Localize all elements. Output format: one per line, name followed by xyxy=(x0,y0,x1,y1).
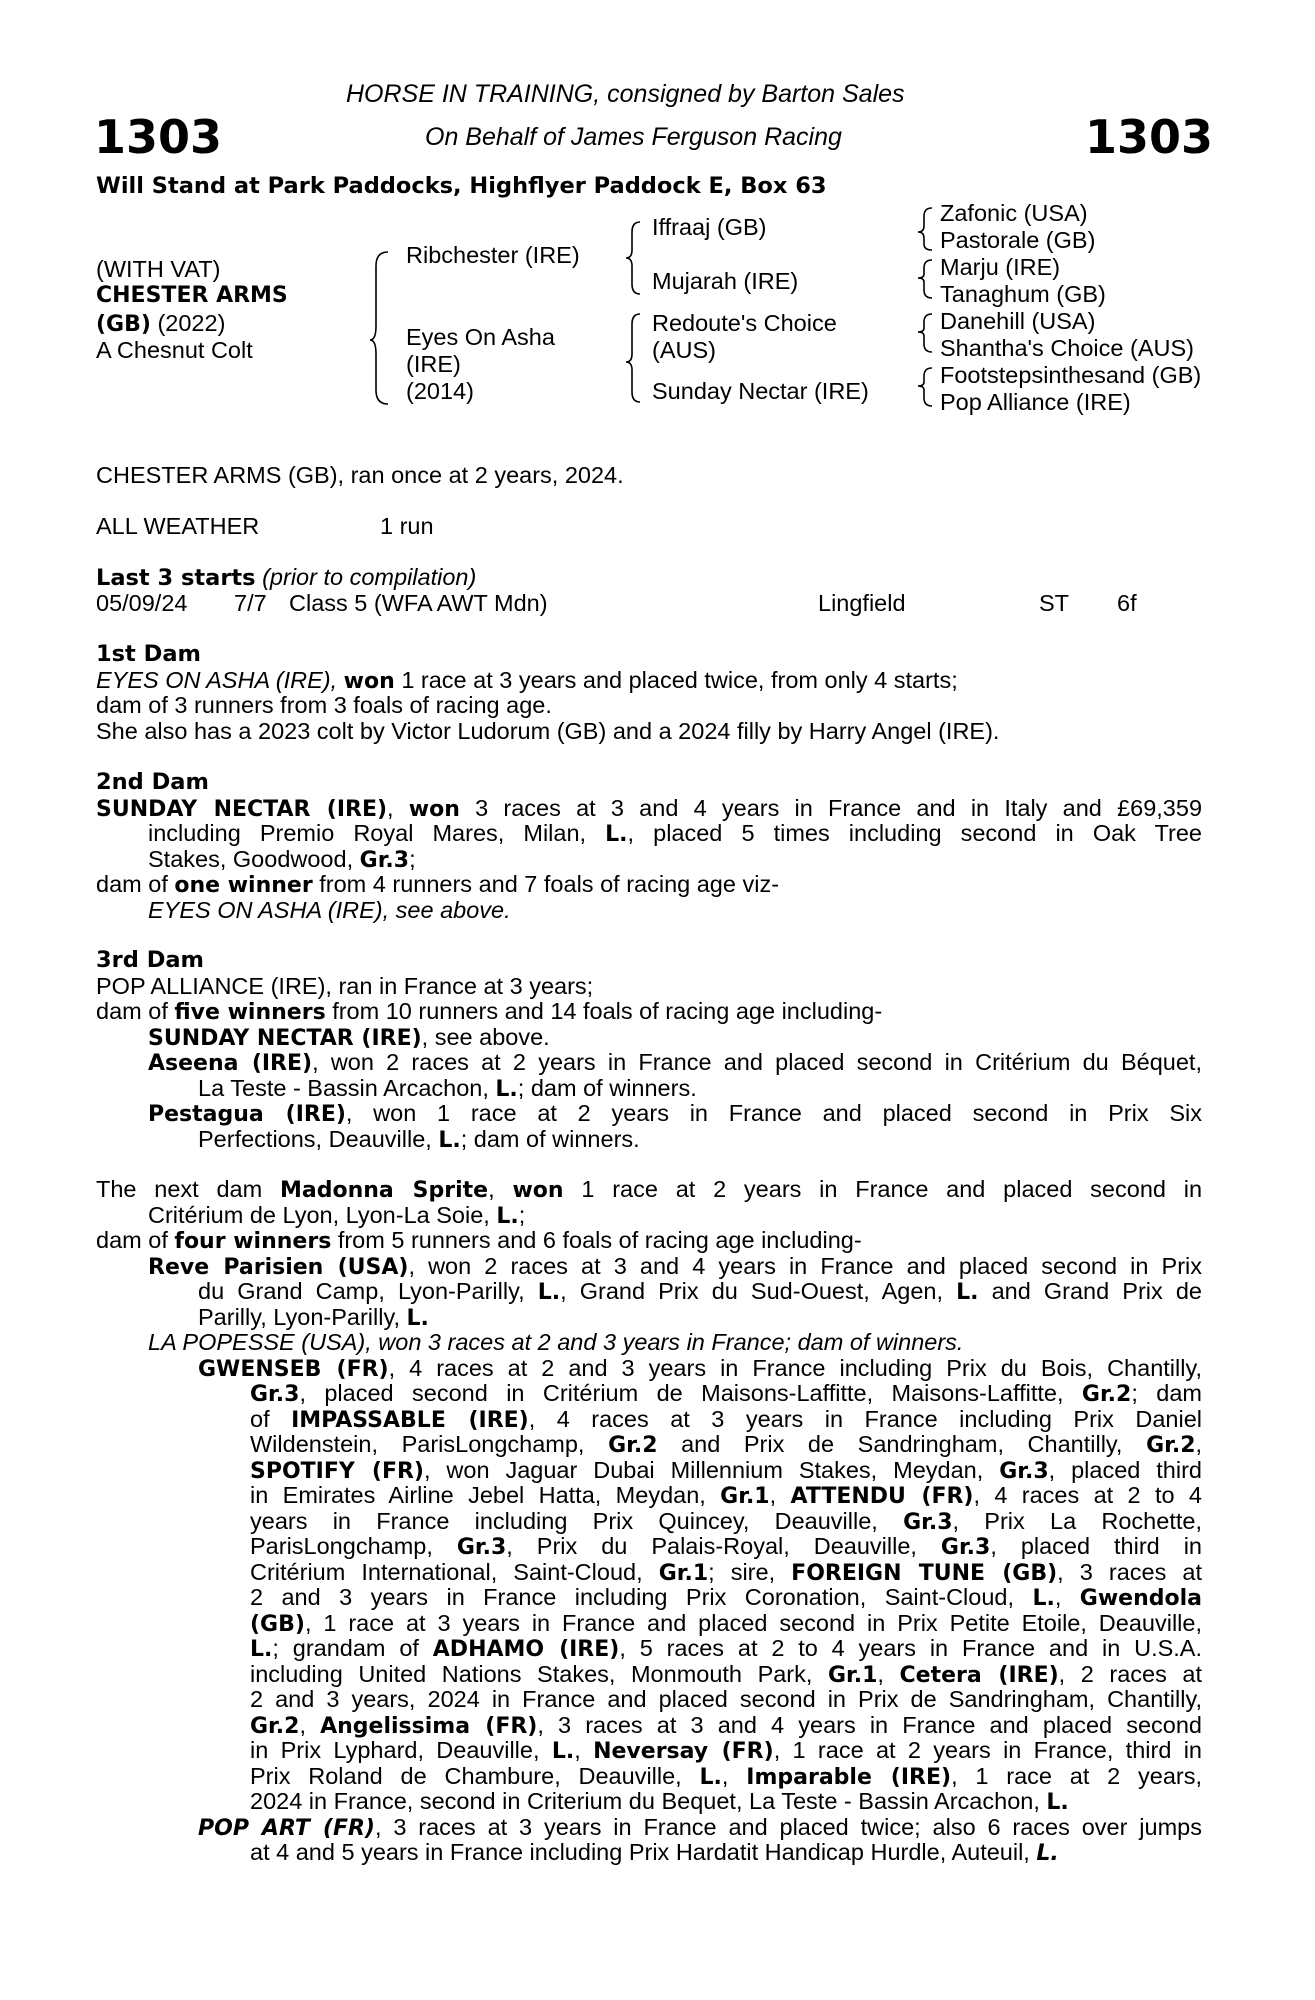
text: Angelissima (FR) xyxy=(320,1713,538,1739)
brace-gen1 xyxy=(370,252,388,404)
next-dam-line xyxy=(96,1789,1202,1815)
text: , xyxy=(1054,1584,1062,1610)
start-course: Lingfield xyxy=(818,590,906,616)
vat-note: (WITH VAT) xyxy=(96,256,221,282)
sire-dam-sire: Marju (IRE) xyxy=(940,254,1061,280)
text: Gwendola xyxy=(1079,1586,1202,1611)
text: ; dam of winners. xyxy=(517,1074,697,1101)
text: in Emirates Airline Jebel Hatta, Meydan, xyxy=(250,1482,706,1508)
text: Neversay (FR) xyxy=(593,1739,774,1764)
text: Imparable (IRE) xyxy=(746,1764,952,1790)
third-dam-line xyxy=(96,999,1202,1025)
brace-gen3-4 xyxy=(918,368,932,406)
text: du Grand Camp, Lyon-Parilly, xyxy=(198,1278,525,1304)
text: , xyxy=(299,1711,306,1738)
next-dam-line xyxy=(96,1407,1202,1433)
text: , xyxy=(721,1762,729,1789)
brace-gen2-bottom xyxy=(626,314,640,402)
third-dam-line: POP ALLIANCE (IRE), ran in France at 3 years; xyxy=(96,972,594,999)
text: ; sire, xyxy=(708,1558,776,1585)
dam-dam-sire: Footstepsinthesand (GB) xyxy=(940,362,1202,388)
text: , won 2 races at 2 years in France and placed second in Critérium du Béquet, xyxy=(312,1049,1202,1075)
text: L. xyxy=(551,1739,575,1764)
text: 2024 in France, second in Criterium du Bequet, La Teste - Bassin Arcachon, xyxy=(250,1788,1040,1814)
text: , placed third xyxy=(1048,1456,1202,1483)
next-dam-line xyxy=(96,1585,1202,1611)
text: , Prix La Rochette, xyxy=(952,1507,1202,1534)
text: Gr.2 xyxy=(250,1713,300,1739)
dam-sire-sire: Danehill (USA) xyxy=(940,308,1096,334)
second-dam-line xyxy=(96,821,1202,847)
next-dam-line xyxy=(96,1713,1202,1739)
third-dam-line xyxy=(96,1101,1202,1127)
text: , 5 races at 2 to 4 years in France and in U.S.A. xyxy=(619,1635,1202,1661)
text: Gr.3 xyxy=(250,1382,300,1407)
text: , won Jaguar Dubai Millennium Stakes, Meydan, xyxy=(423,1456,984,1483)
text: won xyxy=(343,668,395,694)
next-dam-line xyxy=(96,1509,1202,1535)
second-dam-line: EYES ON ASHA (IRE), see above. xyxy=(148,896,511,923)
text: in Prix Lyphard, Deauville, xyxy=(250,1737,540,1763)
next-dam-line xyxy=(96,1177,1202,1203)
next-dam-line xyxy=(96,1381,1202,1407)
text: including United Nations Stakes, Monmouth Park, xyxy=(250,1660,813,1687)
next-dam-line xyxy=(96,1254,1202,1280)
text: FOREIGN TUNE (GB) xyxy=(791,1560,1058,1586)
brace-gen3-2 xyxy=(918,260,932,298)
text: , 3 races at xyxy=(1057,1558,1202,1585)
text: , xyxy=(488,1176,495,1202)
next-dam-line xyxy=(96,1458,1202,1484)
next-dam-line xyxy=(96,1662,1202,1688)
text: from 5 runners and 6 foals of racing age including- xyxy=(337,1227,862,1253)
text: Gr.3 xyxy=(940,1535,991,1560)
next-dam-line xyxy=(96,1764,1202,1790)
third-dam-title: 3rd Dam xyxy=(96,947,204,973)
next-dam-line xyxy=(96,1483,1202,1509)
text: ParisLongchamp, xyxy=(250,1533,433,1559)
last-starts-note: (prior to compilation) xyxy=(262,564,477,590)
text: of xyxy=(250,1405,270,1432)
text: Madonna Sprite xyxy=(280,1178,489,1203)
sire-dam-dam: Tanaghum (GB) xyxy=(940,281,1106,307)
text: Gr.3 xyxy=(359,847,410,873)
next-dam-line xyxy=(96,1203,1202,1229)
text: from 10 runners and 14 foals of racing age including- xyxy=(332,998,883,1024)
text: , 4 races at 2 to 4 xyxy=(973,1482,1203,1508)
text: 3 races at 3 and 4 years in France and in Italy and £69,359 xyxy=(475,794,1203,821)
dam-sire-origin: (AUS) xyxy=(652,337,716,363)
text: Pestagua (IRE) xyxy=(148,1102,346,1127)
start-race: Class 5 (WFA AWT Mdn) xyxy=(289,590,548,616)
text: , won 2 races at 3 and 4 years in France and placed second in Prix xyxy=(408,1252,1203,1279)
dam-year: (2014) xyxy=(406,378,474,404)
next-dam-line: LA POPESSE (USA), won 3 races at 2 and 3 years in France; dam of winners. xyxy=(148,1329,964,1355)
text: , won 1 race at 2 years in France and placed second in Prix Six xyxy=(345,1100,1202,1126)
text: Parilly, Lyon-Parilly, xyxy=(198,1303,400,1330)
text: L. xyxy=(1032,1586,1055,1611)
second-dam-line xyxy=(96,796,1202,822)
text: L. xyxy=(496,1203,519,1229)
brace-gen3-3 xyxy=(918,314,932,352)
text: , 3 races at 3 years in France and placed twice; also 6 races over jumps xyxy=(374,1813,1202,1840)
first-dam-line: dam of 3 runners from 3 foals of racing age. xyxy=(96,692,552,718)
next-dam-line xyxy=(96,1636,1202,1662)
text: five winners xyxy=(174,1000,326,1025)
text: ; dam of winners. xyxy=(460,1125,640,1152)
text: Stakes, Goodwood, xyxy=(148,845,354,872)
dam-sire-name: Redoute's Choice xyxy=(652,310,837,336)
text: ; xyxy=(409,845,416,872)
last-starts-title: Last 3 starts xyxy=(96,565,256,591)
stand-location: Will Stand at Park Paddocks, Highflyer Paddock E, Box 63 xyxy=(96,173,827,199)
sire-dam: Mujarah (IRE) xyxy=(652,268,799,294)
text: L. xyxy=(438,1127,461,1153)
first-dam-title: 1st Dam xyxy=(96,641,201,667)
sire-sire-sire: Zafonic (USA) xyxy=(940,200,1088,226)
horse-name: CHESTER ARMS xyxy=(96,283,288,308)
text: POP ART (FR) xyxy=(198,1815,375,1841)
next-dam-line xyxy=(96,1305,1202,1331)
text: , 4 races at 2 and 3 years in France including Prix du Bois, Chantilly, xyxy=(388,1354,1202,1381)
text: Gr.1 xyxy=(720,1484,770,1509)
text: L. xyxy=(605,822,628,847)
third-dam-line xyxy=(96,1127,1202,1153)
second-dam-line xyxy=(96,872,1202,898)
text: 1 race at 3 years and placed twice, from only 4 starts; xyxy=(401,666,958,693)
text: , see above. xyxy=(421,1023,550,1050)
surface-label: ALL WEATHER xyxy=(96,513,260,539)
text: The next dam xyxy=(96,1176,263,1202)
text: , placed second in Critérium de Maisons-Laffitte, Maisons-Laffitte, xyxy=(299,1380,1064,1406)
next-dam-section xyxy=(96,1177,1202,1866)
start-date: 05/09/24 xyxy=(96,590,188,616)
next-dam-line xyxy=(96,1815,1202,1841)
text: L. xyxy=(956,1280,979,1305)
text: Reve Parisien (USA) xyxy=(148,1254,409,1280)
lot-number-right: 1303 xyxy=(1085,110,1214,164)
text: , Prix du Palais-Royal, Deauville, xyxy=(506,1533,917,1559)
second-dam-title: 2nd Dam xyxy=(96,769,209,795)
dam-dam: Sunday Nectar (IRE) xyxy=(652,378,869,404)
next-dam-line: 2 and 3 years, 2024 in France and placed second in Prix de Sandringham, Chantilly, xyxy=(250,1686,1202,1712)
next-dam-line xyxy=(96,1432,1202,1458)
text: Gr.3 xyxy=(456,1535,507,1560)
text: L. xyxy=(495,1076,518,1102)
text: Critérium International, Saint-Cloud, xyxy=(250,1558,643,1585)
text: won xyxy=(512,1178,564,1203)
text: ; dam xyxy=(1131,1380,1202,1406)
text: Gr.3 xyxy=(903,1509,953,1535)
text: , 3 races at 3 and 4 years in France and placed second xyxy=(537,1711,1202,1738)
second-dam-section xyxy=(96,770,1202,923)
dam-sire-dam: Shantha's Choice (AUS) xyxy=(940,335,1194,361)
brace-gen3-1 xyxy=(918,208,932,250)
text: Cetera (IRE) xyxy=(899,1662,1059,1688)
text: L. xyxy=(1046,1790,1069,1815)
sire: Ribchester (IRE) xyxy=(406,242,580,268)
start-distance: 6f xyxy=(1117,590,1137,616)
text: SUNDAY NECTAR (IRE) xyxy=(96,796,388,822)
sire-sire: Iffraaj (GB) xyxy=(652,214,767,240)
text: , Grand Prix du Sud-Ouest, Agen, xyxy=(560,1278,943,1304)
third-dam-line xyxy=(96,1050,1202,1076)
third-dam-section xyxy=(96,948,1202,1152)
text: Gr.2 xyxy=(608,1433,658,1458)
behalf-line: On Behalf of James Ferguson Racing xyxy=(425,123,842,151)
last-starts-heading xyxy=(96,565,476,592)
text: years in France including Prix Quincey, Deauville, xyxy=(250,1507,878,1534)
text: SUNDAY NECTAR (IRE) xyxy=(148,1025,422,1051)
text: Gr.3 xyxy=(999,1458,1049,1484)
text: , xyxy=(1195,1431,1203,1457)
text: , placed 5 times including second in Oak Tree xyxy=(627,820,1203,846)
text: at 4 and 5 years in France including Prix Hardatit Handicap Hurdle, Auteuil, xyxy=(250,1839,1030,1865)
text: , 4 races at 3 years in France including Prix Daniel xyxy=(528,1405,1202,1432)
text: Aseena (IRE) xyxy=(148,1051,313,1076)
text: dam of xyxy=(96,1227,168,1253)
text: dam of xyxy=(96,871,168,897)
consignor-line: HORSE IN TRAINING, consigned by Barton Sales xyxy=(346,80,905,108)
text: SPOTIFY (FR) xyxy=(250,1458,424,1484)
text: GWENSEB (FR) xyxy=(198,1356,389,1382)
text: EYES ON ASHA (IRE), xyxy=(96,666,338,693)
text: and Prix de Sandringham, Chantilly, xyxy=(681,1431,1123,1457)
text: , xyxy=(574,1737,581,1763)
next-dam-line xyxy=(96,1534,1202,1560)
text: (GB) xyxy=(250,1611,305,1637)
horse-description: A Chesnut Colt xyxy=(96,337,253,363)
text: ; xyxy=(518,1201,526,1228)
third-dam-line xyxy=(96,1076,1202,1102)
dam-dam-dam: Pop Alliance (IRE) xyxy=(940,389,1131,415)
brace-gen2-top xyxy=(626,222,640,294)
next-dam-line xyxy=(96,1840,1202,1866)
text: dam of xyxy=(96,998,168,1024)
text: L. xyxy=(406,1305,429,1331)
text: Prix Roland de Chambure, Deauville, xyxy=(250,1762,682,1789)
text: L. xyxy=(699,1764,722,1790)
third-dam-line xyxy=(96,1025,1202,1051)
text: L. xyxy=(1036,1841,1059,1866)
race-summary: CHESTER ARMS (GB), ran once at 2 years, 2024. xyxy=(96,462,624,488)
text: , 1 race at 2 years in France, third in xyxy=(773,1737,1203,1763)
first-dam-section xyxy=(96,642,1202,744)
text: 2 and 3 years in France including Prix Coronation, Saint-Cloud, xyxy=(250,1584,1015,1610)
first-dam-line xyxy=(96,668,1202,694)
text: from 4 runners and 7 foals of racing age viz- xyxy=(319,871,780,897)
text: , xyxy=(387,794,394,821)
next-dam-line xyxy=(96,1279,1202,1305)
text: Gr.1 xyxy=(658,1560,709,1586)
start-going: ST xyxy=(1039,590,1070,616)
text: Perfections, Deauville, xyxy=(198,1125,432,1152)
text: L. xyxy=(537,1280,561,1305)
second-dam-line xyxy=(96,847,1202,873)
text: 1 race at 2 years in France and placed second in xyxy=(581,1176,1203,1202)
text: , 1 race at 3 years in France and placed second in Prix Petite Etoile, Deauville, xyxy=(304,1609,1202,1636)
text: including Premio Royal Mares, Milan, xyxy=(148,820,587,846)
text: ; grandam of xyxy=(272,1635,419,1661)
text: , xyxy=(769,1482,777,1508)
text: , 2 races at xyxy=(1058,1660,1203,1687)
text: , xyxy=(877,1660,884,1687)
text: Gr.1 xyxy=(827,1662,878,1688)
text: L. xyxy=(250,1637,273,1662)
horse-origin: (GB) xyxy=(96,312,151,337)
horse-year: (2022) xyxy=(157,310,226,336)
text: , placed third in xyxy=(990,1533,1203,1559)
sire-sire-dam: Pastorale (GB) xyxy=(940,227,1096,253)
surface-runs: 1 run xyxy=(380,513,434,539)
text: four winners xyxy=(174,1229,332,1254)
first-dam-line: She also has a 2023 colt by Victor Ludorum (GB) and a 2024 filly by Harry Angel (IRE). xyxy=(96,717,1000,744)
lot-number-left: 1303 xyxy=(94,110,223,164)
text: and Grand Prix de xyxy=(991,1278,1202,1304)
text: , 1 race at 2 years, xyxy=(951,1762,1203,1789)
text: won xyxy=(408,796,460,822)
text: IMPASSABLE (IRE) xyxy=(291,1407,529,1433)
text: ADHAMO (IRE) xyxy=(432,1637,620,1662)
text: ATTENDU (FR) xyxy=(790,1484,974,1509)
dam-name: Eyes On Asha xyxy=(406,324,555,350)
text: Gr.2 xyxy=(1081,1382,1132,1407)
text: Gr.2 xyxy=(1146,1433,1196,1458)
text: Critérium de Lyon, Lyon-La Soie, xyxy=(148,1201,490,1228)
next-dam-line xyxy=(96,1738,1202,1764)
text: one winner xyxy=(174,873,313,898)
next-dam-line xyxy=(96,1611,1202,1637)
text: La Teste - Bassin Arcachon, xyxy=(198,1074,489,1101)
start-position: 7/7 xyxy=(234,590,267,616)
text: Wildenstein, ParisLongchamp, xyxy=(250,1431,585,1457)
dam-origin: (IRE) xyxy=(406,351,461,377)
next-dam-line xyxy=(96,1228,1202,1254)
next-dam-line xyxy=(96,1560,1202,1586)
next-dam-line xyxy=(96,1356,1202,1382)
